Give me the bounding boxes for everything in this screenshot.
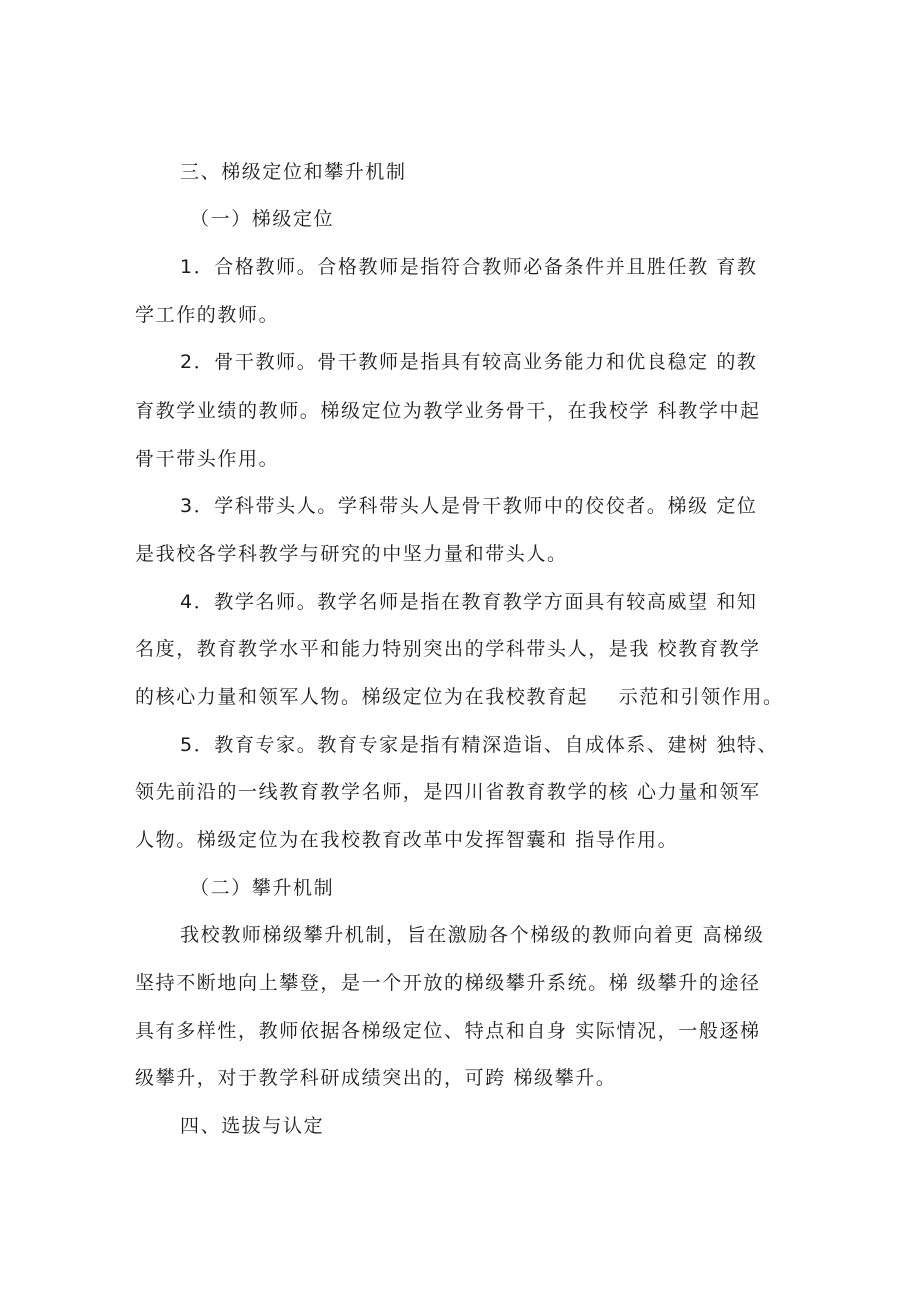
section-heading-4: 四、选拔与认定 <box>180 1115 325 1137</box>
paragraph-line: 领先前沿的一线教育教学名师，是四川省教育教学的核 心力量和领军 <box>135 781 761 803</box>
section-heading-3: 三、梯级定位和攀升机制 <box>180 161 407 183</box>
paragraph-line: 骨干带头作用。 <box>135 448 280 470</box>
paragraph-line: 3．学科带头人。学科带头人是骨干教师中的佼佼者。梯级 定位 <box>180 495 758 517</box>
subsection-heading-1: （一）梯级定位 <box>190 208 335 230</box>
paragraph-line: 名度，教育教学水平和能力特别突出的学科带头人，是我 校教育教学 <box>135 638 761 660</box>
paragraph-line: 5．教育专家。教育专家是指有精深造诣、自成体系、建树 独特、 <box>180 734 779 756</box>
paragraph-line: 是我校各学科教学与研究的中坚力量和带头人。 <box>135 543 568 565</box>
paragraph-line: 育教学业绩的教师。梯级定位为教学业务骨干，在我校学 科教学中起 <box>135 400 761 422</box>
paragraph-line: 具有多样性，教师依据各梯级定位、特点和自身 实际情况，一般逐梯 <box>135 1020 761 1042</box>
paragraph-line: 4．教学名师。教学名师是指在教育教学方面具有较高威望 和知 <box>180 591 758 613</box>
paragraph-line: 我校教师梯级攀升机制，旨在激励各个梯级的教师向着更 高梯级 <box>180 924 765 946</box>
subsection-heading-2: （二）攀升机制 <box>190 877 335 899</box>
paragraph-line: 人物。梯级定位为在我校教育改革中发挥智囊和 指导作用。 <box>135 829 679 851</box>
paragraph-line: 学工作的教师。 <box>135 304 280 326</box>
paragraph-line: 1．合格教师。合格教师是指符合教师必备条件并且胜任教 育教 <box>180 256 758 278</box>
paragraph-line: 的核心力量和领军人物。梯级定位为在我校教育起 示范和引领作用。 <box>135 686 784 708</box>
paragraph-line: 级攀升，对于教学科研成绩突出的，可跨 梯级攀升。 <box>135 1067 617 1089</box>
paragraph-line: 坚持不断地向上攀登，是一个开放的梯级攀升系统。梯 级攀升的途径 <box>135 972 761 994</box>
paragraph-line: 2．骨干教师。骨干教师是指具有较高业务能力和优良稳定 的教 <box>180 351 758 373</box>
